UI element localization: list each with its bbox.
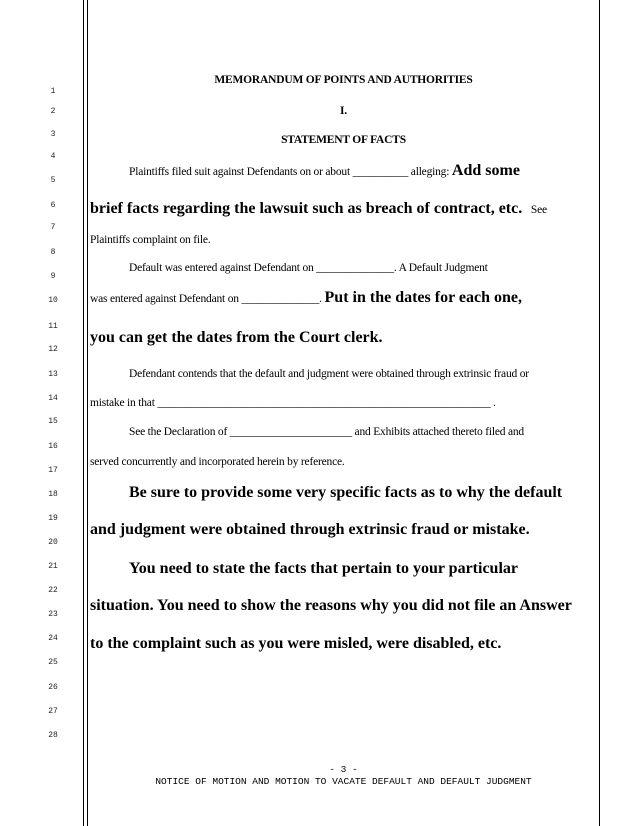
section-number: I. <box>340 105 347 117</box>
line-number: 27 <box>48 707 58 716</box>
instruction-situation-1: You need to state the facts that pertain to your particular <box>129 560 518 577</box>
instruction-specific-facts-1: Be sure to provide some very specific facts as to why the default <box>129 484 563 501</box>
paragraph-3-line-2: mistake in that ____________________________________________________________ . <box>90 397 496 409</box>
instruction-specific-facts-2: and judgment were obtained through extrinsic fraud or mistake. <box>90 521 530 538</box>
line-number: 26 <box>48 683 58 692</box>
line-number: 7 <box>50 223 56 232</box>
statement-of-facts-heading: STATEMENT OF FACTS <box>281 134 406 146</box>
line-number: 9 <box>50 272 56 281</box>
line-number: 19 <box>48 514 58 523</box>
line-number: 16 <box>48 442 58 451</box>
left-margin-line-inner <box>87 0 88 826</box>
line-number: 11 <box>48 322 58 331</box>
footer-caption: NOTICE OF MOTION AND MOTION TO VACATE DEFAULT AND DEFAULT JUDGMENT <box>155 776 532 787</box>
line-number: 20 <box>48 538 58 547</box>
paragraph-1-line-3: Plaintiffs complaint on file. <box>90 234 211 246</box>
judgment-entered-text: was entered against Defendant on ______________. <box>90 293 322 305</box>
see-text: See <box>530 204 547 216</box>
instruction-add-facts: Add some <box>451 162 520 179</box>
line-number: 14 <box>48 394 58 403</box>
line-number: 2 <box>50 107 56 116</box>
instruction-situation-2: situation. You need to show the reasons why you did not file an Answer <box>90 597 572 614</box>
left-margin-line-outer <box>83 0 84 826</box>
line-number: 18 <box>48 490 58 499</box>
line-number: 13 <box>48 370 58 379</box>
line-number: 4 <box>50 152 56 161</box>
line-number: 21 <box>48 562 58 571</box>
line-number: 22 <box>48 586 58 595</box>
line-number: 1 <box>50 87 56 96</box>
paragraph-1-line-2 <box>90 200 547 218</box>
instruction-situation-3: to the complaint such as you were misled, were disabled, etc. <box>90 635 502 652</box>
page-number: - 3 - <box>329 764 358 775</box>
line-number: 6 <box>50 201 56 210</box>
line-number: 24 <box>48 634 58 643</box>
line-number: 8 <box>50 248 56 257</box>
line-number: 28 <box>48 731 58 740</box>
line-number: 12 <box>48 345 58 354</box>
instruction-dates: Put in the dates for each one, <box>324 289 522 306</box>
paragraph-4-line-2: served concurrently and incorporated herein by reference. <box>90 456 345 468</box>
paragraph-2-line-1: Default was entered against Defendant on ______________. A Default Judgment <box>129 262 488 274</box>
line-number: 23 <box>48 610 58 619</box>
paragraph-2-line-2 <box>90 289 522 307</box>
line-number: 25 <box>48 658 58 667</box>
right-margin-line <box>599 0 600 826</box>
paragraph-1-line-1 <box>129 162 520 180</box>
line-number: 5 <box>50 176 56 185</box>
paragraph-4-line-1: See the Declaration of ______________________ and Exhibits attached thereto filed and <box>129 426 524 438</box>
paragraph-3-line-1: Defendant contends that the default and judgment were obtained through extrinsic fraud or <box>129 368 529 380</box>
line-number: 3 <box>50 130 56 139</box>
instruction-brief-facts: brief facts regarding the lawsuit such as breach of contract, etc. <box>90 200 523 217</box>
instruction-court-clerk: you can get the dates from the Court clerk. <box>90 329 383 346</box>
line-number: 17 <box>48 466 58 475</box>
filed-suit-text: Plaintiffs filed suit against Defendants on or about __________ alleging: <box>129 166 450 178</box>
line-number: 10 <box>48 296 58 305</box>
line-number: 15 <box>48 417 58 426</box>
memorandum-title: MEMORANDUM OF POINTS AND AUTHORITIES <box>214 74 473 86</box>
